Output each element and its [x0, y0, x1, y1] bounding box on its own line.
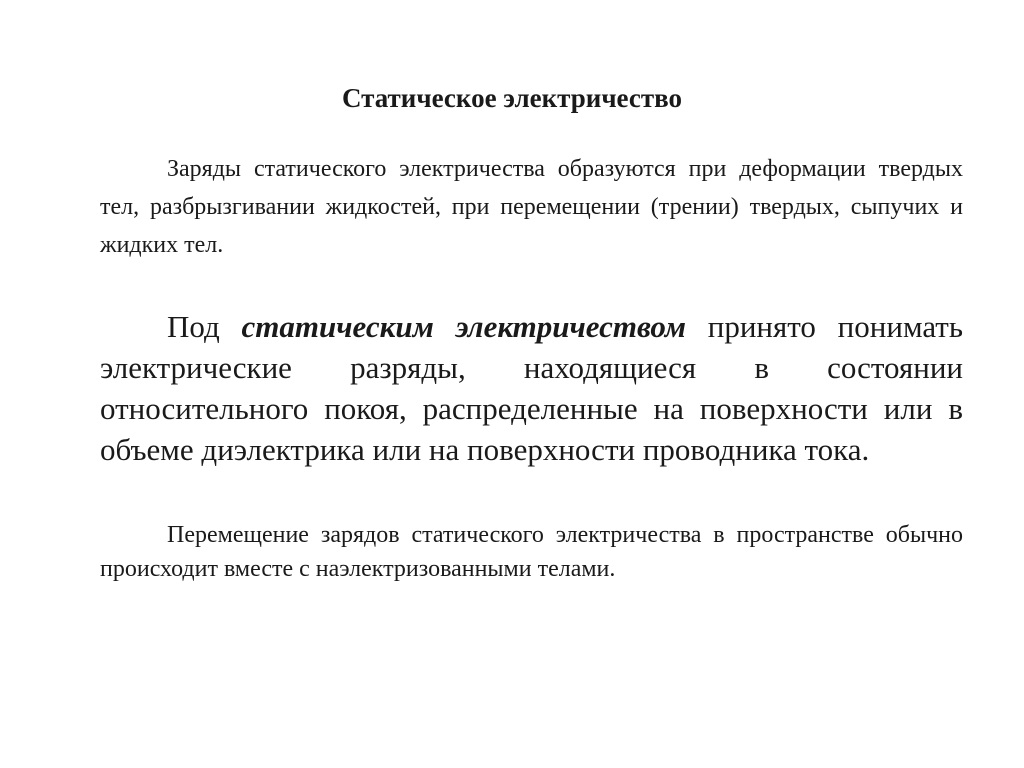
- paragraph-charge-formation: Заряды статического электричества образуются при деформации твердых тел, разбрызгивании жидкостей, при перемещении (трении) твердых, сыпучих и жидких тел.: [100, 156, 963, 258]
- definition-term: статическим электричеством: [241, 309, 686, 344]
- definition-body-text: принято понимать электрические разряды, находящиеся в состоянии относительного покоя, распределенные на поверхности или в объеме диэлектрика или на поверхности проводника тока.: [100, 309, 963, 467]
- paragraph-definition: [100, 306, 963, 470]
- slide-title: Статическое электричество: [341, 83, 683, 113]
- definition-lead-text: Под: [167, 309, 242, 344]
- paragraph-charge-movement: Перемещение зарядов статического электричества в пространстве обычно происходит вместе с наэлектризованными телами.: [100, 522, 963, 582]
